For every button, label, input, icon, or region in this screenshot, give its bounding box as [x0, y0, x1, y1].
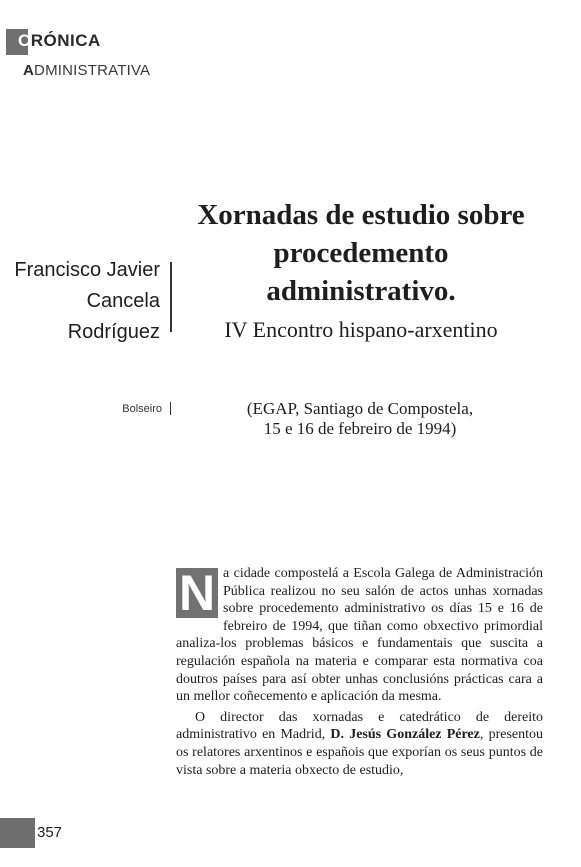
page-number-block [0, 818, 35, 848]
venue-line: 15 e 16 de febreiro de 1994) [263, 419, 457, 438]
article-title: Xornadas de estudio sobre procedemento administrativo. [197, 199, 525, 307]
paragraph: N a cidade compostelá a Escola Galega de Administración Pública realizou no seu salón de actos unhas xornadas sobre procedemento administrativo os días 15 e 16 de febreiro de 1994, que tiñan como obxectivo primordial analiza-los problemas básicos e fundamentais que suscita a regulación española na materia e comparar esta normativa coa doutros países para así obter unhas conclusións prácticas cara a un mellor coñecemento e aplicación da mesma. [176, 565, 543, 705]
paragraph: O director das xornadas e catedrático de dereito administrativo en Madrid, D. Jesús González Pérez, presentou os relatores arxentinos e españois que exporían os seus puntos de vista sobre a materia obxecto de estudio, [176, 709, 543, 778]
author-divider [170, 262, 172, 332]
person-name: D. Jesús González Pérez [330, 727, 480, 743]
section-title-line1: CRÓNICA [18, 31, 101, 50]
article-subtitle: IV Encontro hispano-arxentino [224, 317, 498, 342]
article-body [176, 565, 543, 779]
section-title-line2: ADMINISTRATIVA [23, 62, 151, 79]
drop-cap: N [176, 568, 218, 618]
author-line: Rodríguez [67, 321, 160, 343]
event-venue [210, 399, 510, 439]
page-number: 357 [37, 824, 63, 841]
author-line: Cancela [86, 290, 160, 312]
role-divider [170, 402, 171, 415]
author-line: Francisco Javier [14, 259, 160, 281]
author-name [14, 255, 160, 348]
venue-line: (EGAP, Santiago de Compostela, [246, 399, 474, 418]
author-role: Bolseiro [122, 403, 162, 415]
